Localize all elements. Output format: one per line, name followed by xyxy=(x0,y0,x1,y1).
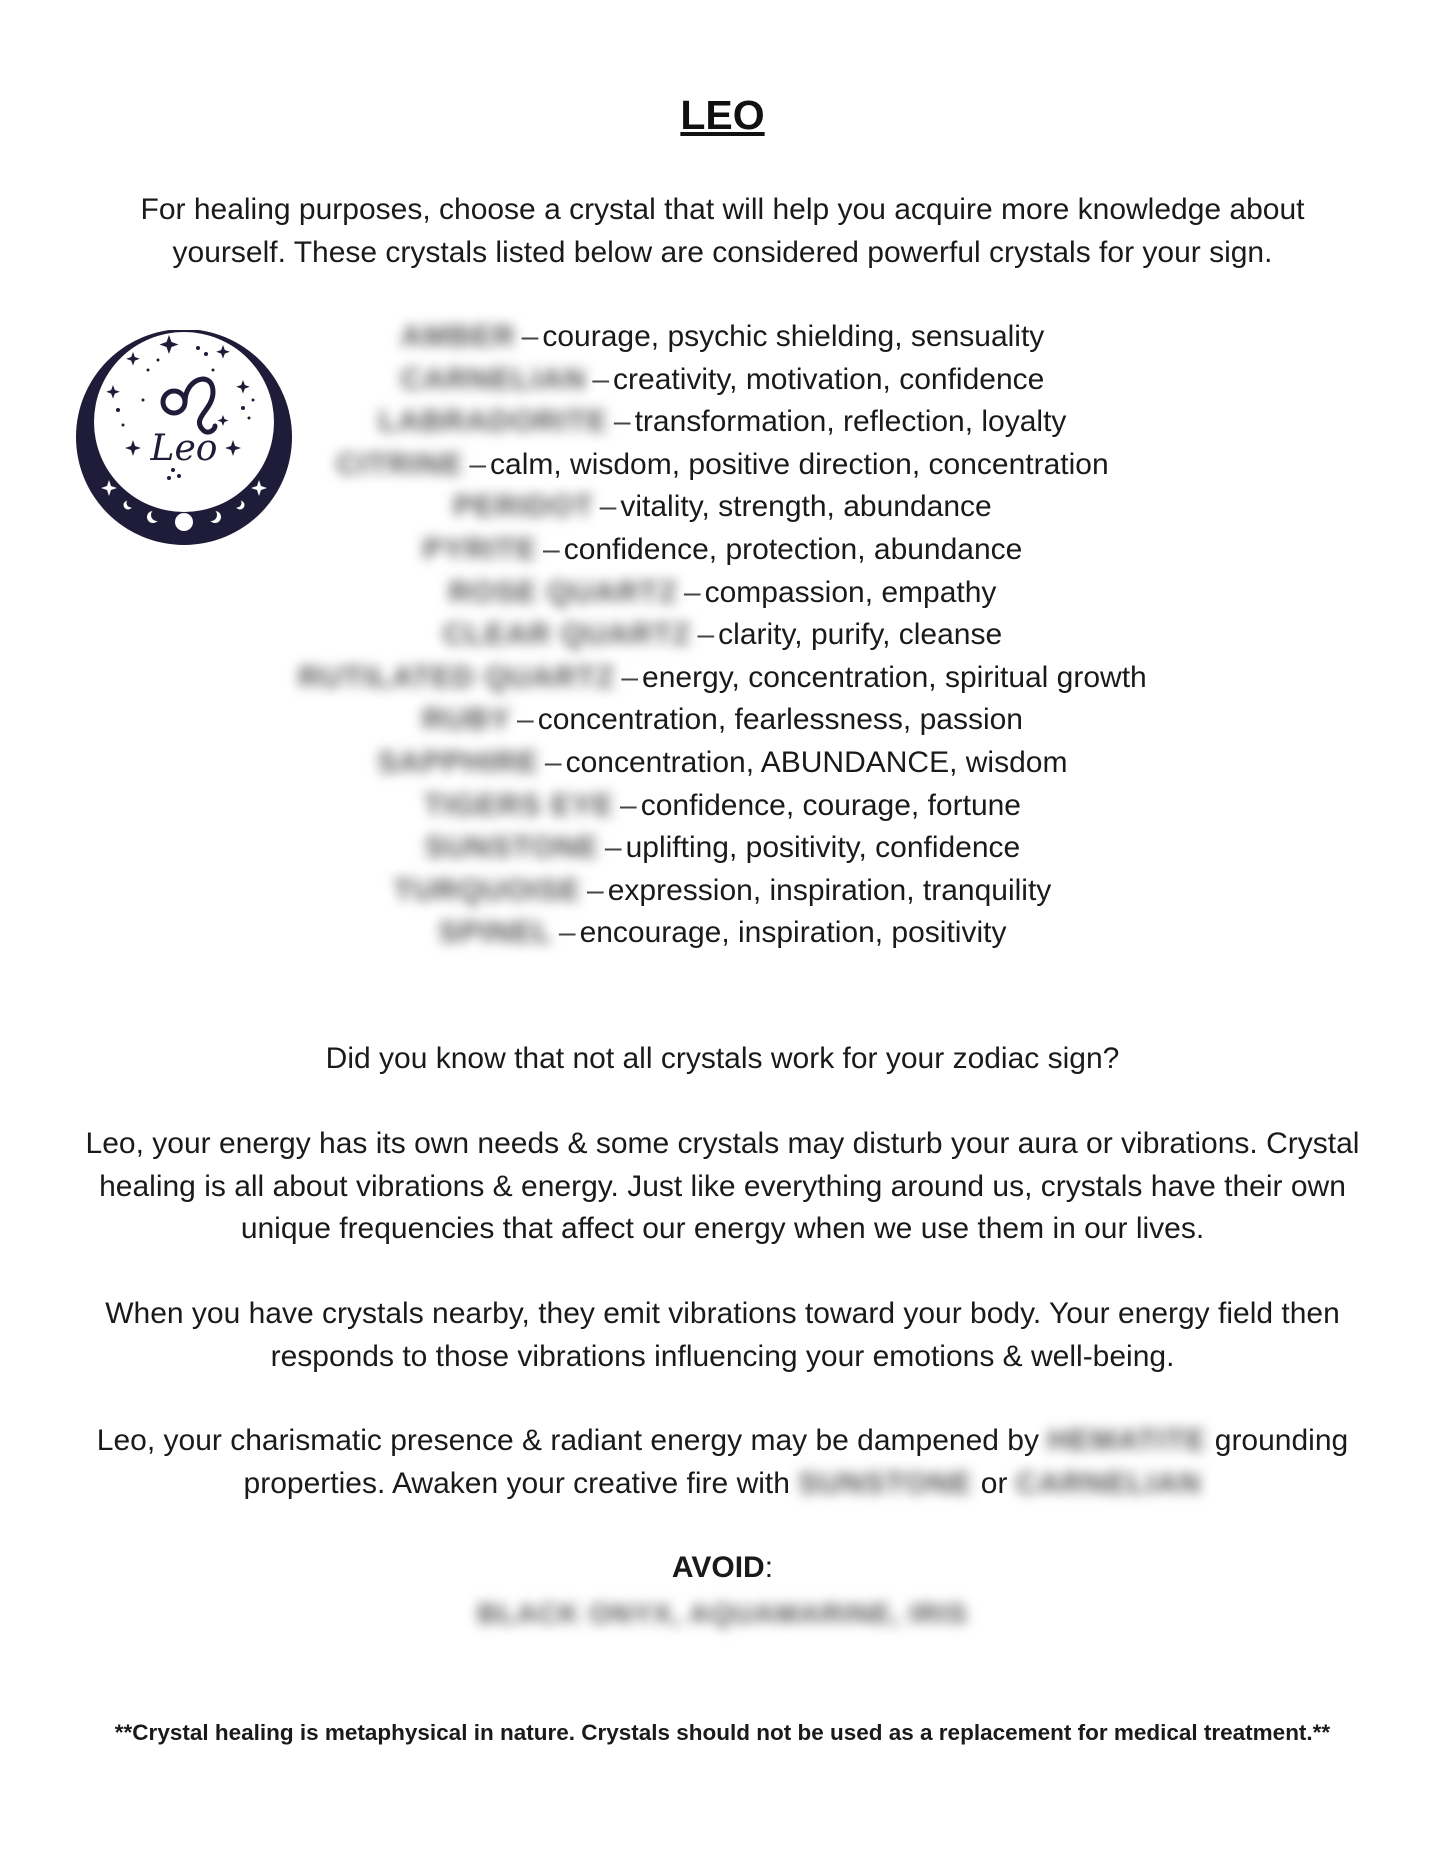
crystal-name-blurred: TURQUOISE xyxy=(393,873,582,907)
crystal-name-blurred: SUNSTONE xyxy=(424,831,599,865)
crystal-meaning: confidence, courage, fortune xyxy=(640,788,1021,822)
crystal-meaning: encourage, inspiration, positivity xyxy=(579,916,1007,950)
avoid-crystals-blurred: BLACK ONYX, AQUAMARINE, IRIS xyxy=(477,1598,968,1629)
crystal-item: PYRITE – confidence, protection, abundance xyxy=(0,529,1445,572)
crystal-list xyxy=(0,316,1445,955)
crystal-item: ROSE QUARTZ – compassion, empathy xyxy=(0,572,1445,615)
crystal-meaning: vitality, strength, abundance xyxy=(620,490,992,524)
crystal-item: AMBER – courage, psychic shielding, sensuality xyxy=(0,316,1445,359)
crystal-name-blurred: RUTILATED QUARTZ xyxy=(298,660,616,694)
intro-paragraph: For healing purposes, choose a crystal that will help you acquire more knowledge about yourself. These crystals listed below are considered powerful crystals for your sign. xyxy=(140,193,1305,269)
crystal-meaning: compassion, empathy xyxy=(704,575,997,609)
crystal-name-blurred: RUBY xyxy=(422,703,512,737)
crystal-meaning: uplifting, positivity, confidence xyxy=(625,831,1021,865)
disclaimer: **Crystal healing is metaphysical in nature. Crystals should not be used as a replacement for medical treatment.** xyxy=(114,1720,1331,1745)
crystal-item: TURQUOISE – expression, inspiration, tranquility xyxy=(0,870,1445,913)
crystal-name-blurred: SAPPHIRE xyxy=(377,745,539,779)
crystal-item: TIGERS EYE – confidence, courage, fortune xyxy=(0,785,1445,828)
crystal-meaning: courage, psychic shielding, sensuality xyxy=(542,320,1045,353)
avoid-heading: AVOID: xyxy=(671,1551,774,1584)
crystal-meaning: expression, inspiration, tranquility xyxy=(607,873,1052,907)
crystal-item: LABRADORITE – transformation, reflection, loyalty xyxy=(0,401,1445,444)
crystal-item: PERIDOT – vitality, strength, abundance xyxy=(0,486,1445,529)
crystal-meaning: concentration, ABUNDANCE, wisdom xyxy=(565,745,1068,779)
crystal-meaning: confidence, protection, abundance xyxy=(563,532,1023,566)
energy-paragraph: Leo, your energy has its own needs & some crystals may disturb your aura or vibrations. Crystal healing is all about vibrations & energy. Just like everything around us, crystals have their own unique frequencies that affect our energy when we use them in our lives. xyxy=(85,1127,1360,1246)
crystal-item: CARNELIAN – creativity, motivation, confidence xyxy=(0,359,1445,402)
crystal-name-blurred: TIGERS EYE xyxy=(424,788,615,822)
leo-advice-paragraph: Leo, your charismatic presence & radiant energy may be dampened by HEMATITE grounding properties. Awaken your creative fire with SUNSTONE or CARNELIAN xyxy=(60,1420,1385,1505)
crystal-name-blurred: AMBER xyxy=(400,320,516,353)
crystal-item: SPINEL – encourage, inspiration, positivity xyxy=(0,912,1445,955)
blurred-crystal-name: HEMATITE xyxy=(1047,1424,1207,1457)
crystal-meaning: transformation, reflection, loyalty xyxy=(634,405,1067,439)
blurred-crystal-name: SUNSTONE xyxy=(798,1466,973,1500)
crystal-item: RUTILATED QUARTZ – energy, concentration, spiritual growth xyxy=(0,657,1445,700)
crystal-item: SUNSTONE – uplifting, positivity, confidence xyxy=(0,827,1445,870)
crystal-name-blurred: CARNELIAN xyxy=(400,362,587,396)
avoid-list xyxy=(0,1594,1445,1634)
crystal-meaning: clarity, purify, cleanse xyxy=(718,618,1003,652)
crystal-meaning: calm, wisdom, positive direction, concentration xyxy=(490,447,1109,481)
crystal-name-blurred: PYRITE xyxy=(422,532,537,566)
crystal-meaning: energy, concentration, spiritual growth xyxy=(642,660,1147,694)
blurred-crystal-name: CARNELIAN xyxy=(1015,1466,1202,1500)
crystal-name-blurred: SPINEL xyxy=(438,916,553,950)
crystal-name-blurred: PERIDOT xyxy=(453,490,594,524)
crystal-meaning: concentration, fearlessness, passion xyxy=(537,703,1023,737)
crystal-name-blurred: LABRADORITE xyxy=(378,405,608,439)
crystal-item: RUBY – concentration, fearlessness, passion xyxy=(0,699,1445,742)
crystal-meaning: creativity, motivation, confidence xyxy=(613,362,1045,396)
crystal-name-blurred: CLEAR QUARTZ xyxy=(442,618,692,652)
crystal-name-blurred: CITRINE xyxy=(336,447,464,481)
crystal-item: SAPPHIRE – concentration, ABUNDANCE, wisdom xyxy=(0,742,1445,785)
crystal-item: CITRINE – calm, wisdom, positive direction, concentration xyxy=(0,444,1445,487)
crystal-item: CLEAR QUARTZ – clarity, purify, cleanse xyxy=(0,614,1445,657)
vibrations-paragraph: When you have crystals nearby, they emit vibrations toward your body. Your energy field then responds to those vibrations influencing your emotions & well-being. xyxy=(105,1297,1340,1373)
zodiac-question: Did you know that not all crystals work for your zodiac sign? xyxy=(325,1042,1120,1075)
crystal-name-blurred: ROSE QUARTZ xyxy=(448,575,678,609)
logo-text: Leo xyxy=(150,428,218,469)
page-title: LEO xyxy=(680,92,765,138)
